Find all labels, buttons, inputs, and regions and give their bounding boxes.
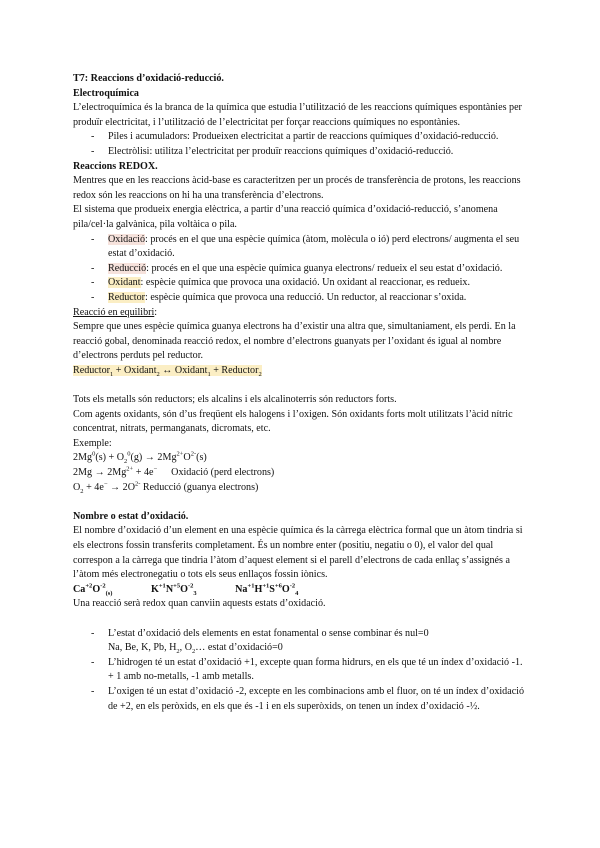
paragraph-redox-canvi: Una reacció serà redox quan canviin aquests estats d’oxidació. (73, 598, 326, 610)
example-equation-2: $2Mg \to 2Mg^{2+} + 4e^-$ Oxidació (perd electrons) (73, 465, 275, 479)
definition-text: : procés en el que una espècie química guanya electrons/ redueix el seu estat d’oxidació. (146, 262, 503, 274)
definition-reductor (73, 291, 528, 306)
list-oxidation-rules (73, 627, 528, 715)
document-page (73, 72, 528, 714)
equilibrium-equation: Reductor$_1$ + Oxidant$_2$ ↔ Oxidant$_1$ + Reductor$_2$ (73, 364, 262, 378)
list-item: - Piles i acumuladors: Produeixen electricitat a partir de reaccions químiques d’oxidació-reducció. (73, 130, 528, 145)
paragraph-redox-1: Mentres que en les reaccions àcid-base es caracteritzen per un procés de transferència de protons, les reaccions redox són les reaccions on hi ha una transferència d’electrons. (73, 175, 521, 201)
rule-oxigen: - L’oxigen té un estat d’oxidació -2, excepte en les combinacions amb el fluor, on té un índex d’oxidació de +2, en els peròxids, en els que és -1 i en els superòxids, on tenen un índex d’oxidació -½. (73, 685, 528, 714)
term-reductor: Reductor (108, 291, 145, 303)
definition-reduccio (73, 262, 528, 277)
definition-text: : espècie química que provoca una oxidació. Un oxidant al reaccionar, es redueix. (140, 277, 471, 289)
term-oxidant: Oxidant (108, 277, 141, 289)
example-equation-3: $O_2 + 4e^- \to 2O^{2-}$ Reducció (guanya electrons) (73, 480, 259, 495)
page-title: T7: Reaccions d’oxidació-reducció. (73, 73, 224, 84)
paragraph-nombre-oxidacio: El nombre d’oxidació d’un element en una espècie química és la càrrega elèctrica formal que un àtom tindria si els electrons fossin transferits completament. És un nombre enter (positiu, negatiu o 0), el valor del qual correspon a la càrrega que tindria l’àtom d’aquest element si el parell d’electrons de cada enllaç s’assignés a l’àtom més electronegatiu o tots els seus enllaços fossin iònics. (73, 525, 523, 581)
paragraph-reductors: Tots els metalls són reductors; els alcalins i els alcalinoterris són reductors forts. (73, 394, 397, 406)
term-oxidacio: Oxidació (108, 233, 145, 245)
definition-oxidant (73, 276, 528, 291)
paragraph-equilibri: Sempre que unes espècie química guanya electrons ha d’existir una altra que, simultaniament, els perdi. En la reacció gobal, denominada reacció redox, el nombre d’electrons guanyats per l’oxidant és igual al nombre d’electrons perduts pel reductor. (73, 321, 516, 362)
example-label: Exemple: (73, 437, 112, 449)
subheading-equilibri: Reacció en equilibri: (73, 306, 158, 318)
heading-redox: Reaccions REDOX. (73, 160, 158, 172)
definition-oxidacio (73, 233, 528, 262)
formula-examples: $Ca^{+2}O^{-2}_{(s)}$ $K^{+1}N^{+5}O^{-2}_3$ $Na^{+1}H^{+1}S^{+6}O^{-2}_4$ (73, 582, 299, 597)
list-item: - Electròlisi: utilitza l’electricitat per produïr reaccions químiques d’oxidació-reducció. (73, 145, 528, 160)
paragraph-electroquimica: L’electroquímica és la branca de la química que estudia l’utilització de les reaccions químiques espontànies per produïr electricitat, i l’utilització de l’electricitat per forçar reaccions químiques no espontànies. (73, 102, 522, 128)
term-reduccio: Reducció (108, 262, 147, 274)
paragraph-redox-2: El sistema que produeix energia elèctrica, a partir d’una reacció química d’oxidació-reducció, s’anomena pila/cel·la galvànica, pila voltàica o pila. (73, 204, 498, 230)
rule-hidrogen: - L’hidrogen té un estat d’oxidació +1, excepte quan forma hidrurs, en els que té un índex d’oxidació -1. + 1 amb no-metalls, -1 amb metalls. (73, 656, 528, 685)
heading-electroquimica: Electroquímica (73, 87, 139, 99)
definition-text: : espècie química que provoca una reducció. Un reductor, al reaccionar s’oxida. (145, 291, 467, 303)
paragraph-oxidants: Com agents oxidants, són d’us freqüent els halogens i l’oxigen. Són oxidants forts molt utilitzats l’àcid nítric concentrat, nitrats, permanganats, dicromats, etc. (73, 408, 513, 435)
list-definitions (73, 233, 528, 306)
definition-text: : procés en el que una espècie química (àtom, molècula o ió) perd electrons/ augmenta el seu estat d’oxidació. (108, 233, 520, 260)
example-equation-1: $2Mg^0(s) + O_2^0(g) \to 2Mg^{2+}O^{2-}(s)$ (73, 451, 207, 466)
heading-nombre-oxidacio: Nombre o estat d’oxidació. (73, 510, 189, 522)
rule-elements: - L’estat d’oxidació dels elements en estat fonamental o sense combinar és nul=0 Na, Be, K, Pb, $H_2$, $O_2\dots$ estat d’oxidació=0 (73, 627, 528, 656)
list-electroquimica (73, 130, 528, 159)
